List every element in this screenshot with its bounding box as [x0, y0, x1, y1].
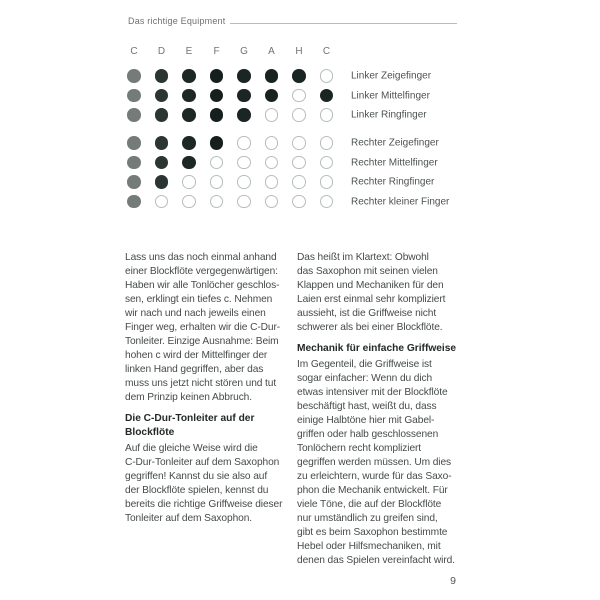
text-line: Die C-Dur-Tonleiter auf der: [125, 413, 255, 424]
text-line: zu erleichtern, wurde für das Saxo-: [297, 471, 452, 482]
fingering-dot-closed: [155, 108, 169, 122]
text-line: Tonleiter. Einzige Ausnahme: Beim: [125, 336, 279, 347]
fingering-dot-open: [237, 136, 251, 150]
text-line: hohen c wird der Mittelfinger der: [125, 350, 268, 361]
fingering-dot-closed: [155, 156, 169, 170]
fingering-dot-open: [210, 195, 224, 209]
finger-label: Linker Zeigefinger: [351, 70, 432, 82]
fingering-dot-open: [320, 108, 334, 122]
finger-label: Linker Ringfinger: [351, 109, 427, 121]
text-line: sogar einfacher: Wenn du dich: [297, 373, 433, 384]
text-line: C-Dur-Tonleiter auf dem Saxophon: [125, 457, 280, 468]
fingering-dot-open: [182, 175, 196, 189]
fingering-dot-closed: [320, 89, 334, 103]
fingering-dot-closed: [210, 89, 224, 103]
fingering-dot-open: [265, 175, 279, 189]
text-line: viele Töne, die auf der Blockflöte: [297, 499, 442, 510]
text-line: der Blockflöte spielen, kennst du: [125, 485, 269, 496]
note-letter: F: [213, 46, 220, 57]
text-line: gibt es beim Saxophon bestimmte: [297, 527, 448, 538]
text-line: Finger weg, erhalten wir die C-Dur-: [125, 322, 281, 333]
fingering-dot-closed: [210, 136, 224, 150]
paragraph: [297, 358, 469, 568]
note-letter: A: [268, 46, 275, 57]
text-line: schwerer als bei einer Blockflöte.: [297, 322, 443, 333]
text-line: bereits die richtige Griffweise dieser: [125, 499, 283, 510]
text-line: Laien erst einmal sehr kompliziert: [297, 294, 446, 305]
text-line: Haben wir alle Tonlöcher geschlos-: [125, 280, 280, 291]
fingering-dot-open: [265, 195, 279, 209]
finger-label: Linker Mittelfinger: [351, 90, 430, 101]
fingering-dot-closed: [155, 89, 169, 103]
fingering-dot-closed: [127, 156, 141, 170]
text-line: Hebel oder Hilfsmechaniken, mit: [297, 541, 441, 552]
fingering-dot-open: [292, 108, 306, 122]
fingering-dot-closed: [127, 195, 141, 209]
section-heading: [297, 342, 469, 356]
finger-label: Rechter Mittelfinger: [351, 157, 438, 168]
text-line: Lass uns das noch einmal anhand: [125, 252, 277, 263]
fingering-dot-open: [265, 156, 279, 170]
text-line: Blockflöte: [125, 427, 175, 438]
text-column-right: [297, 251, 469, 568]
text-line: einer Blockflöte vergegenwärtigen:: [125, 266, 278, 277]
fingering-dot-closed: [182, 156, 196, 170]
finger-label: Rechter Ringfinger: [351, 176, 435, 188]
text-line: nur umständlich zu greifen sind,: [297, 513, 438, 524]
fingering-dot-open: [265, 136, 279, 150]
paragraph: [125, 251, 297, 405]
fingering-dot-open: [320, 136, 334, 150]
fingering-dot-closed: [210, 69, 224, 83]
fingering-dot-open: [320, 156, 334, 170]
finger-label: Rechter Zeigefinger: [351, 137, 439, 149]
text-line: denen das Spielen vereinfacht wird.: [297, 555, 455, 566]
fingering-dot-open: [265, 108, 279, 122]
header-rule: [230, 23, 457, 24]
fingering-dot-open: [292, 136, 306, 150]
fingering-dot-closed: [265, 69, 279, 83]
text-line: aussieht, ist die Griffweise nicht: [297, 308, 437, 319]
fingering-dot-closed: [237, 69, 251, 83]
text-line: griffen oder halb geschlossenen: [297, 429, 439, 440]
note-letter: H: [295, 46, 303, 57]
text-line: Tonleiter auf dem Saxophon.: [125, 513, 252, 524]
fingering-dot-closed: [127, 108, 141, 122]
text-line: Auf die gleiche Weise wird die: [125, 443, 258, 454]
fingering-dot-closed: [182, 108, 196, 122]
fingering-dot-closed: [292, 69, 306, 83]
fingering-dot-closed: [155, 69, 169, 83]
text-line: Klappen und Mechaniken für den: [297, 280, 444, 291]
text-line: einige Halbtöne hier mit Gabel-: [297, 415, 435, 426]
text-line: gegriffen werden müssen. Um dies: [297, 457, 452, 468]
fingering-dot-open: [237, 175, 251, 189]
text-column-left: [125, 251, 297, 526]
fingering-dot-closed: [265, 89, 279, 103]
fingering-dot-closed: [127, 89, 141, 103]
running-header: Das richtige Equipment: [128, 16, 226, 26]
text-line: dem Prinzip keinen Abbruch.: [125, 392, 252, 403]
paragraph: [297, 251, 469, 335]
finger-label: Rechter kleiner Finger: [351, 196, 450, 207]
text-line: Im Gegenteil, die Griffweise ist: [297, 359, 432, 370]
text-line: beschäftigt hast, weißt du, dass: [297, 401, 437, 412]
fingering-dot-open: [292, 156, 306, 170]
fingering-dot-closed: [127, 69, 141, 83]
text-line: linken Hand gegriffen, aber das: [125, 364, 264, 375]
note-letter: C: [130, 46, 138, 57]
fingering-dot-open: [320, 69, 334, 83]
section-heading: [125, 412, 297, 440]
fingering-dot-closed: [182, 136, 196, 150]
text-line: phon die Mechanik entwickelt. Für: [297, 485, 448, 496]
fingering-dot-closed: [237, 108, 251, 122]
note-letter: C: [322, 46, 331, 57]
text-line: das Saxophon mit seinen vielen: [297, 266, 438, 277]
fingering-dot-open: [182, 195, 196, 209]
fingering-dot-closed: [127, 136, 141, 150]
note-letter: E: [185, 46, 193, 57]
text-line: Das heißt im Klartext: Obwohl: [297, 252, 429, 263]
text-line: wir nach und nach jeweils einen: [125, 308, 266, 319]
text-line: muss uns jetzt nicht stören und tut: [125, 378, 277, 389]
paragraph: [125, 442, 297, 526]
fingering-dot-open: [292, 175, 306, 189]
text-line: sen, erklingt ein tiefes c. Nehmen: [125, 294, 273, 305]
note-letter: G: [240, 46, 248, 57]
fingering-dot-open: [320, 195, 334, 209]
page-number: 9: [450, 575, 456, 587]
fingering-dot-closed: [182, 89, 196, 103]
fingering-dot-open: [237, 156, 251, 170]
fingering-dot-closed: [182, 69, 196, 83]
fingering-dot-open: [155, 195, 169, 209]
fingering-dot-open: [210, 156, 224, 170]
fingering-dot-open: [292, 195, 306, 209]
fingering-dot-open: [320, 175, 334, 189]
fingering-dot-closed: [155, 136, 169, 150]
fingering-dot-open: [210, 175, 224, 189]
text-line: gegriffen! Kannst du sie also auf: [125, 471, 268, 482]
text-line: Mechanik für einfache Griffweise: [297, 343, 457, 354]
text-line: Tonlöchern recht kompliziert: [297, 443, 422, 454]
fingering-dot-closed: [237, 89, 251, 103]
fingering-dot-open: [237, 195, 251, 209]
fingering-dot-closed: [210, 108, 224, 122]
note-letter: D: [157, 46, 166, 57]
fingering-dot-open: [292, 89, 306, 103]
fingering-dot-closed: [155, 175, 169, 189]
text-line: etwas intensiver mit der Blockflöte: [297, 387, 448, 398]
fingering-dot-closed: [127, 175, 141, 189]
